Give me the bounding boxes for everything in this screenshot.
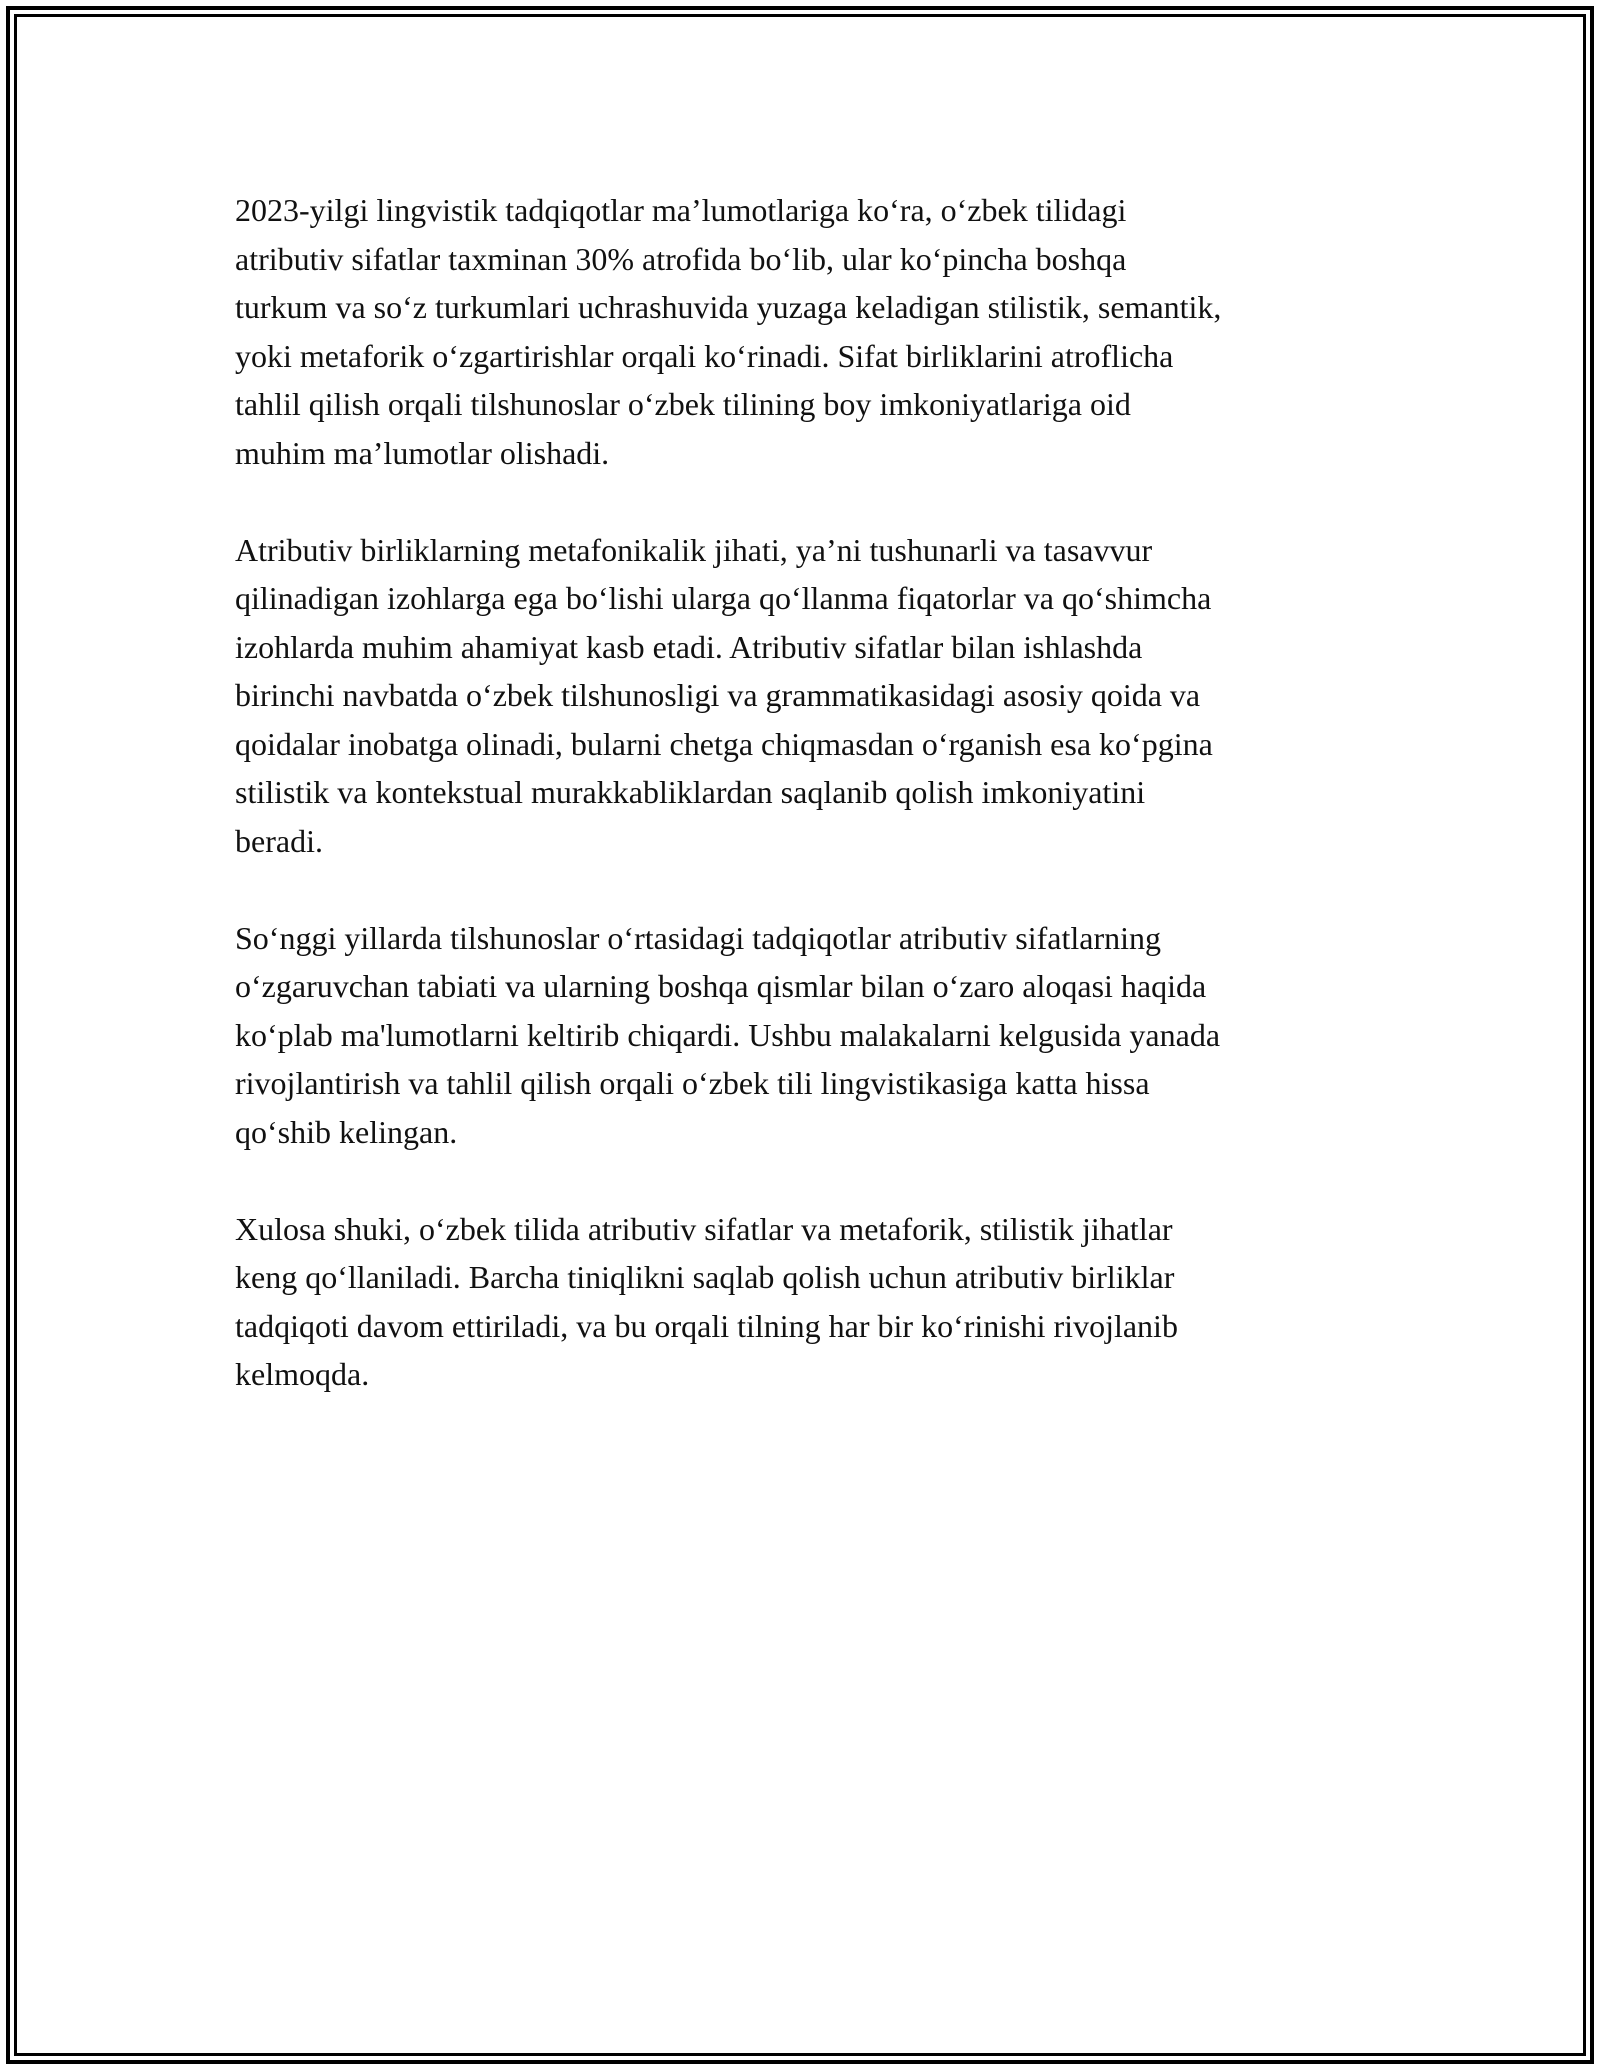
text-line: tadqiqoti davom ettiriladi, va bu orqali tilning har bir ko‘rinishi rivojlanib [235, 1307, 1178, 1344]
text-line: ko‘plab ma'lumotlarni keltirib chiqardi. Ushbu malakalarni kelgusida yanada [235, 1016, 1221, 1053]
text-line: stilistik va kontekstual murakkabliklardan saqlanib qolish imkoniyatini [235, 774, 1146, 810]
text-line: Atributiv birliklarning metafonikalik jihati, ya’ni tushunarli va tasavvur [235, 531, 1153, 568]
text-line: tahlil qilish orqali tilshunoslar o‘zbek tilining boy imkoniyatlariga oid [235, 386, 1131, 422]
text-line: muhim ma’lumotlar olishadi. [235, 434, 610, 471]
text-line: qoidalar inobatga olinadi, bularni chetga chiqmasdan o‘rganish esa ko‘pgina [235, 725, 1213, 762]
document-body [235, 186, 1375, 1447]
text-line: 2023-yilgi lingvistik tadqiqotlar ma’lumotlariga ko‘ra, o‘zbek tilidagi [235, 192, 1127, 228]
text-line: beradi. [235, 822, 323, 859]
paragraph-3 [235, 914, 1375, 1157]
text-line: yoki metaforik o‘zgartirishlar orqali ko‘rinadi. Sifat birliklarini atroflicha [235, 337, 1174, 374]
text-line: qo‘shib kelingan. [235, 1113, 458, 1150]
text-line: birinchi navbatda o‘zbek tilshunosligi va grammatikasidagi asosiy qoida va [235, 677, 1201, 713]
text-line: izohlarda muhim ahamiyat kasb etadi. Atributiv sifatlar bilan ishlashda [235, 628, 1143, 665]
text-line: keng qo‘llaniladi. Barcha tiniqlikni saqlab qolish uchun atributiv birliklar [235, 1259, 1175, 1295]
text-line: qilinadigan izohlarga ega bo‘lishi ularga qo‘llanma fiqatorlar va qo‘shimcha [235, 580, 1212, 616]
paragraph-1 [235, 186, 1375, 477]
text-line: So‘nggi yillarda tilshunoslar o‘rtasidagi tadqiqotlar atributiv sifatlarning [235, 919, 1162, 956]
text-line: turkum va so‘z turkumlari uchrashuvida yuzaga keladigan stilistik, semantik, [235, 289, 1222, 325]
text-line: rivojlantirish va tahlil qilish orqali o‘zbek tili lingvistikasiga katta hissa [235, 1065, 1150, 1101]
text-line: atributiv sifatlar taxminan 30% atrofida bo‘lib, ular ko‘pincha boshqa [235, 240, 1127, 277]
text-line: o‘zgaruvchan tabiati va ularning boshqa qismlar bilan o‘zaro aloqasi haqida [235, 968, 1207, 1004]
paragraph-2 [235, 526, 1375, 866]
paragraph-4 [235, 1205, 1375, 1399]
text-line: kelmoqda. [235, 1356, 370, 1392]
text-line: Xulosa shuki, o‘zbek tilida atributiv sifatlar va metaforik, stilistik jihatlar [235, 1210, 1173, 1247]
